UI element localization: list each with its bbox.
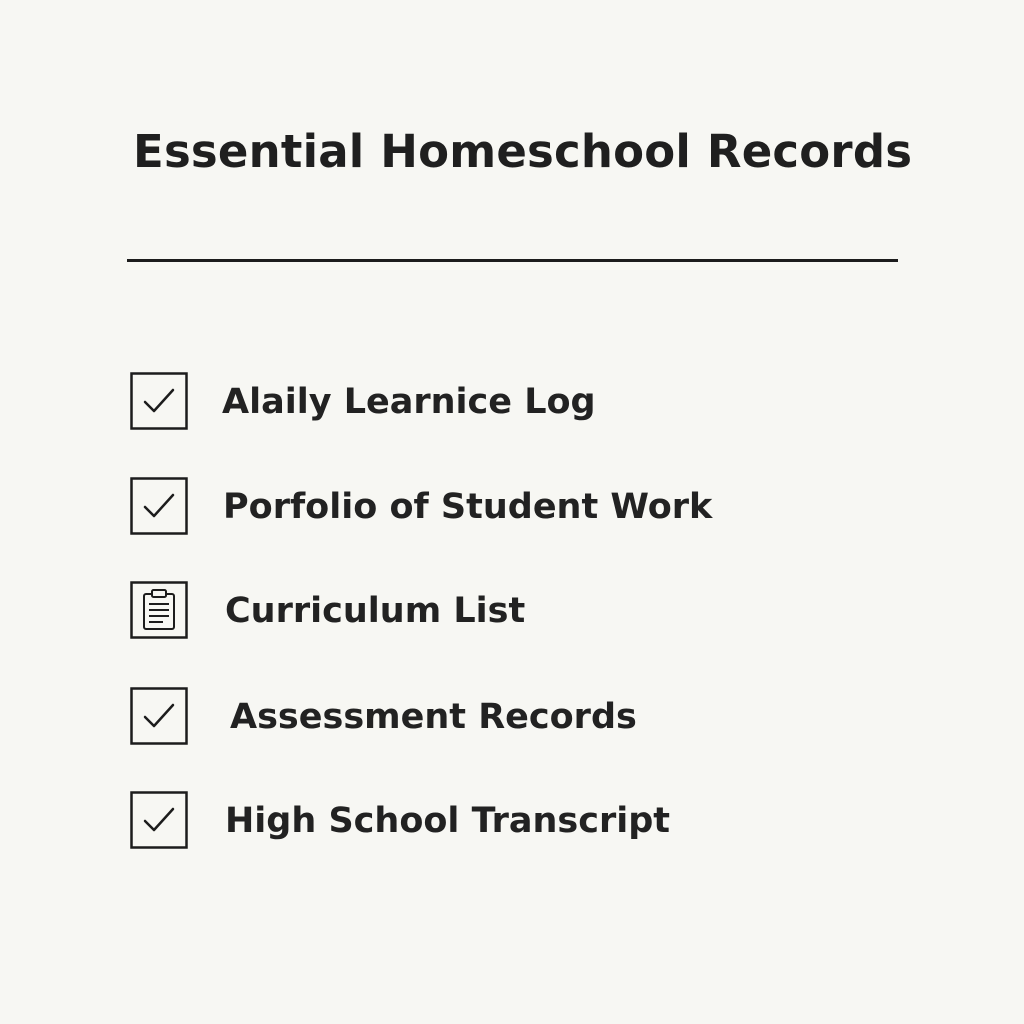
list-item-portfolio[interactable]: [130, 477, 890, 537]
checkbox-checked-icon[interactable]: [130, 477, 188, 535]
checkbox-checked-icon[interactable]: [130, 687, 188, 745]
checkbox-checked-icon[interactable]: [130, 791, 188, 849]
list-item-daily-learning-log[interactable]: [130, 372, 890, 432]
list-item-label: Curriculum List: [225, 591, 526, 631]
clipboard-icon[interactable]: [130, 581, 188, 639]
list-item-label: Assessment Records: [230, 697, 637, 737]
list-item-assessment-records[interactable]: [130, 687, 890, 747]
list-item-label: High School Transcript: [225, 801, 671, 841]
list-item-label: Alaily Learnice Log: [222, 382, 596, 422]
page-title: Essential Homeschool Records: [133, 125, 913, 178]
checkbox-checked-icon[interactable]: [130, 372, 188, 430]
list-item-high-school-transcript[interactable]: [130, 791, 890, 851]
title-divider: [127, 259, 898, 262]
list-item-label: Porfolio of Student Work: [223, 487, 713, 527]
list-item-curriculum-list[interactable]: [130, 581, 890, 641]
